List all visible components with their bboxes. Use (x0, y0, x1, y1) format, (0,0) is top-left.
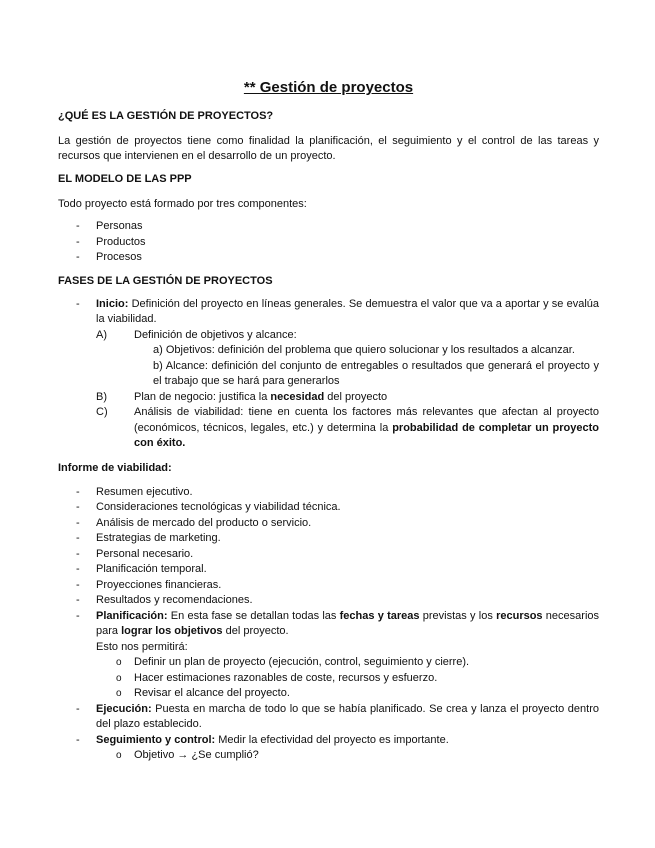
plan-bold-3: lograr los objetivos (121, 625, 223, 637)
list-item: - Productos (58, 235, 599, 251)
plan-sub-list (96, 655, 599, 702)
paragraph: La gestión de proyectos tiene como finalidad la planificación, el seguimiento y el control de las tareas y recursos que intervienen en el desarrollo de un proyecto. (58, 134, 599, 162)
plan-label: Planificación: (96, 609, 168, 622)
ejec-text: Puesta en marcha de todo lo que se había planificado. Se crea y lanza el proyecto dentro del plazo establecido. (96, 702, 599, 730)
list-item: - Análisis de mercado del producto o servicio. (58, 516, 599, 532)
sub-item-c-bold: probabilidad de completar un proyecto con éxito. (134, 421, 599, 449)
sub-item-a-text: Definición de objetivos y alcance: (134, 328, 297, 341)
list-item-ejecucion (58, 702, 599, 733)
list-item: - Personas (58, 219, 599, 235)
section-heading: Informe de viabilidad: (58, 462, 172, 474)
plan-text-3: necesarios para (96, 609, 600, 637)
marker-c: C) (96, 406, 108, 418)
informe-list (58, 485, 599, 764)
seg-sub-list (96, 748, 599, 764)
paragraph: Todo proyecto está formado por tres componentes: (58, 197, 307, 210)
sub-item-c-pre: Análisis de viabilidad: tiene en cuenta los factores más relevantes que afectan al proyecto (económicos, técnicos, legales, etc.) y determina la (134, 406, 599, 434)
fases-list (58, 297, 599, 452)
sub-item-a-objetivos: a) Objetivos: definición del problema que quiero solucionar y los resultados a alcanzar. (153, 344, 575, 356)
list-item: - Planificación temporal. (58, 562, 599, 578)
section-heading: EL MODELO DE LAS PPP (58, 173, 192, 185)
section-informe (58, 461, 599, 764)
sub-list-item: o Objetivo → ¿Se cumplió? (96, 748, 599, 764)
plan-text-2: previstas y los (419, 609, 497, 622)
sub-item-b-pre: Plan de negocio: justifica la (134, 390, 271, 403)
list-item: - Consideraciones tecnológicas y viabilidad técnica. (58, 500, 599, 516)
inicio-label: Inicio: (96, 297, 129, 310)
marker-a: A) (96, 328, 107, 341)
plan-text-4: del proyecto. (222, 625, 289, 637)
seg-label: Seguimiento y control: (96, 733, 216, 746)
sub-item-a (96, 328, 599, 390)
section-que-es (58, 109, 599, 165)
list-item: - Proyecciones financieras. (58, 578, 599, 594)
sub-list-item: o Revisar el alcance del proyecto. (96, 686, 599, 702)
section-heading: ¿QUÉ ES LA GESTIÓN DE PROYECTOS? (58, 110, 274, 122)
sub-item-a-alcance: b) Alcance: definición del conjunto de entregables o resultados que generará el proyecto y el trabajo que se hará para generarlos (153, 359, 599, 387)
ppp-list (58, 219, 599, 266)
sub-list-item: o Hacer estimaciones razonables de coste, recursos y esfuerzo. (96, 671, 599, 687)
marker-b: B) (96, 390, 107, 403)
section-fases (58, 274, 599, 452)
plan-text-1: En esta fase se detallan todas las (167, 609, 340, 622)
sub-item-b (96, 390, 599, 406)
permite-text: Esto nos permitirá: (96, 640, 188, 653)
sub-item-b-bold: necesidad (270, 390, 325, 403)
ejec-label: Ejecución: (96, 702, 152, 715)
seg-text: Medir la efectividad del proyecto es importante. (215, 733, 449, 746)
section-modelo-ppp (58, 172, 599, 266)
page-title: ** Gestión de proyectos (243, 79, 414, 96)
list-item-planificacion (58, 609, 599, 702)
list-item: - Personal necesario. (58, 547, 599, 563)
plan-bold-2: recursos (496, 609, 543, 622)
list-item: - Procesos (58, 250, 599, 266)
section-heading: FASES DE LA GESTIÓN DE PROYECTOS (58, 275, 273, 287)
sub-item-b-post: del proyecto (324, 390, 388, 403)
sub-list-item: o Definir un plan de proyecto (ejecución, control, seguimiento y cierre). (96, 655, 599, 671)
list-item: - Estrategias de marketing. (58, 531, 599, 547)
list-item-seguimiento (58, 733, 599, 764)
list-item: - Resumen ejecutivo. (58, 485, 599, 501)
list-item: - Resultados y recomendaciones. (58, 593, 599, 609)
list-item-inicio (58, 297, 599, 452)
plan-bold-1: fechas y tareas (339, 609, 420, 622)
sub-item-c (96, 405, 599, 452)
inicio-text: Definición del proyecto en líneas generales. Se demuestra el valor que va a aportar y se evalúa la viabilidad. (96, 297, 599, 325)
